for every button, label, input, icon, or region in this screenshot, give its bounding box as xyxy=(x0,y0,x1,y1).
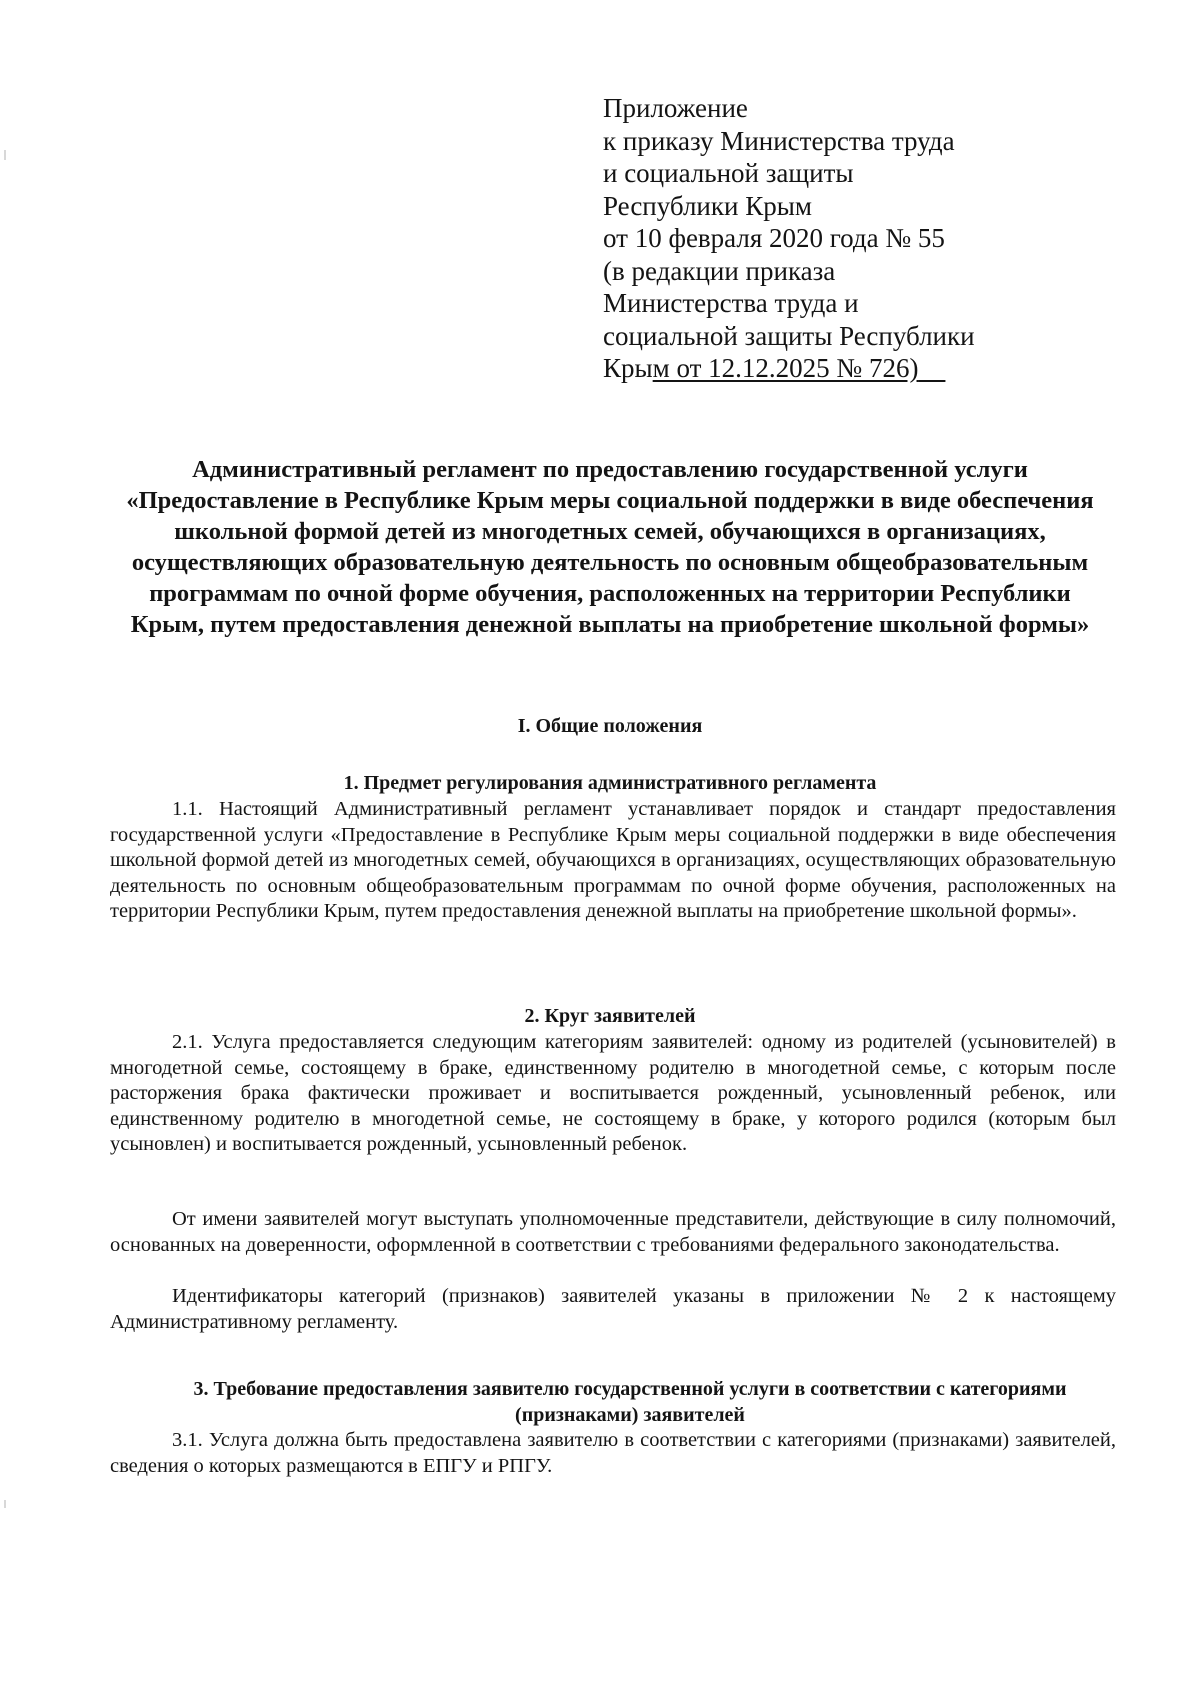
subsection-heading: 1. Предмет регулирования административного регламента xyxy=(343,772,877,794)
paragraph-text: 1.1. Настоящий Административный регламент устанавливает порядок и стандарт предоставления государственной услуги «Предоставление в Республике Крым меры социальной поддержки в виде обеспечения школьной формой детей из многодетных семей, обучающихся в организациях, осуществляющих образовательную деятельность по основным общеобразовательным программам по очной форме обучения, расположенных на территории Республики Крым, путем предоставления денежной выплаты на приобретение школьной формы». xyxy=(110,798,1116,923)
appendix-line: Министерства труда и xyxy=(603,288,859,318)
appendix-amendment-line xyxy=(603,352,1023,385)
appendix-line: Приложение xyxy=(603,93,748,123)
appendix-line: к приказу Министерства труда xyxy=(603,125,955,156)
paragraph-3-1 xyxy=(110,1428,1116,1479)
paragraph-text: Идентификаторы категорий (признаков) заявителей указаны в приложении № 2 к настоящему Административному регламенту. xyxy=(110,1285,1116,1333)
paragraph-text: От имени заявителей могут выступать уполномоченные представители, действующие в силу полномочий, основанных на доверенности, оформленной в соответствии с требованиями федерального законодательства. xyxy=(110,1208,1116,1256)
scan-edge-mark xyxy=(4,1500,6,1508)
appendix-line: Республики Крым xyxy=(603,190,812,221)
paragraph-2-2 xyxy=(110,1207,1116,1258)
scan-edge-mark xyxy=(4,150,6,160)
document-title: Административный регламент по предоставлению государственной услуги «Предоставление в Республике Крым меры социальной поддержки в виде обеспечения школьной формой детей из многодетных семей, обучающихся в организациях, осуществляющих образовательную деятельность по основным общеобразовательным программам по очной форме обучения, расположенных на территории Республики Крым, путем предоставления денежной выплаты на приобретение школьной формы» xyxy=(126,456,1094,638)
paragraph-2-3 xyxy=(110,1284,1116,1335)
appendix-line: (в редакции приказа xyxy=(603,255,836,286)
appendix-line: и социальной защиты xyxy=(603,158,854,188)
appendix-line: от 10 февраля 2020 года № 55 xyxy=(603,223,945,253)
paragraph-text: 3.1. Услуга должна быть предоставлена заявителю в соответствии с категориями (признаками) заявителей, сведения о которых размещаются в ЕПГУ и РПГУ. xyxy=(110,1429,1116,1477)
appendix-amendment-prefix: Кры xyxy=(603,353,653,383)
subsection-heading: 2. Круг заявителей xyxy=(524,1005,696,1027)
subsection-heading: 3. Требование предоставления заявителю государственной услуги в соответствии с категориями (признаками) заявителей xyxy=(193,1378,1067,1426)
paragraph-1-1 xyxy=(110,797,1116,925)
appendix-block xyxy=(603,92,1023,385)
section-heading: I. Общие положения xyxy=(517,715,703,737)
appendix-amendment-reference: м от 12.12.2025 № 726) xyxy=(652,353,919,383)
paragraph-text: 2.1. Услуга предоставляется следующим категориям заявителей: одному из родителей (усыновителей) в многодетной семье, состоящему в браке, единственному родителю в многодетной семье, с которым после расторжения брака фактически проживает и воспитывается рожденный, усыновленный ребенок, или единственному родителю в многодетной семье, не состоящему в браке, у которого родился (которым был усыновлен) и воспитывается рожденный, усыновленный ребенок. xyxy=(110,1031,1116,1156)
paragraph-2-1 xyxy=(110,1030,1116,1158)
appendix-line: социальной защиты Республики xyxy=(603,320,975,351)
appendix-underline-tail xyxy=(918,353,945,383)
